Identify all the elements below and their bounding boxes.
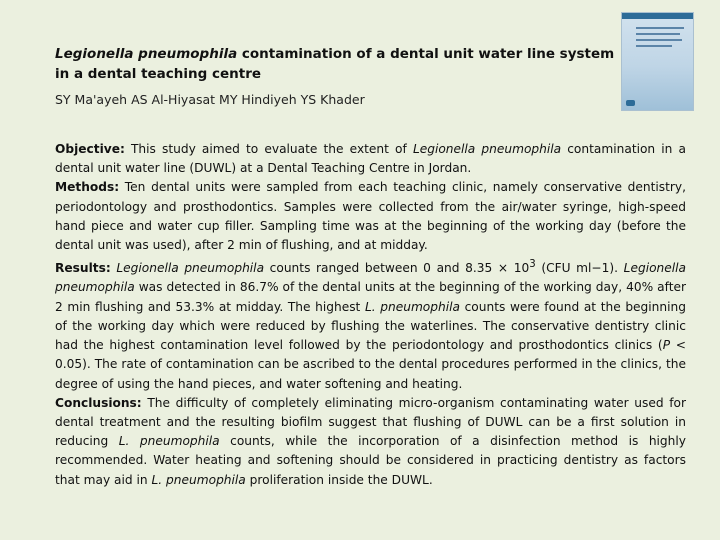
species-name: L. pneumophila bbox=[364, 299, 460, 314]
species-name: L. pneumophila bbox=[151, 472, 246, 487]
results-label: Results: bbox=[55, 261, 111, 276]
conclusions-text: The difficulty of completely eliminating micro-organism contaminating water used for dental treatment and the resulting biofilm suggest that flushing of DUWL can be a first solution in reducing bbox=[55, 395, 686, 449]
cover-title-line bbox=[636, 33, 680, 35]
journal-cover-image bbox=[621, 12, 694, 111]
p-value-symbol: P bbox=[662, 338, 671, 353]
conclusions-text: proliferation inside the DUWL. bbox=[245, 472, 433, 487]
results-paragraph bbox=[55, 255, 686, 393]
methods-paragraph bbox=[55, 178, 686, 255]
methods-text: Ten dental units were sampled from each teaching clinic, namely conservative dentistry, periodontology and prosthodontics. Samples were collected from the air/water syringe, high-speed hand piece and water cup filler. Sampling time was at the beginning of the working day (before the dental unit was used), after 2 min of flushing, and at midday. bbox=[55, 180, 686, 253]
methods-label: Methods: bbox=[55, 180, 120, 195]
publisher-logo-icon bbox=[626, 100, 635, 106]
results-text: was detected in 86.7% of the dental units at the beginning of the working day, 40% after 2 min flushing and 53.3% at midday. The highest bbox=[55, 280, 686, 314]
title-text: contamination of a dental unit water line system bbox=[237, 46, 615, 62]
author-list: SY Ma'ayeh AS Al-Hiyasat MY Hindiyeh YS Khader bbox=[55, 92, 365, 107]
objective-text: This study aimed to evaluate the extent of bbox=[124, 142, 413, 156]
title-species: Legionella pneumophila bbox=[55, 46, 238, 62]
paper-header bbox=[55, 44, 615, 107]
species-name: L. pneumophila bbox=[118, 434, 220, 449]
objective-text: contamination in a dental unit water line (DUWL) at a Dental Teaching Centre in Jordan. bbox=[55, 142, 686, 176]
cover-title-line bbox=[636, 45, 672, 47]
cover-title-line bbox=[636, 39, 682, 41]
abstract-body bbox=[55, 140, 686, 490]
cover-band bbox=[622, 13, 693, 19]
exponent: 3 bbox=[529, 259, 536, 271]
conclusions-text: counts, while the incorporation of a disinfection method is highly recommended. Water heating and softening should be considered in practicing dentistry as factors that may aid in bbox=[55, 434, 686, 487]
conclusions-paragraph bbox=[55, 394, 686, 490]
title-line-2: in a dental teaching centre bbox=[55, 66, 262, 82]
conclusions-label: Conclusions: bbox=[55, 395, 142, 410]
results-text: < 0.05). The rate of contamination can be ascribed to the dental procedures performed in the clinics, the degree of using the hand pieces, and water softening and heating. bbox=[55, 338, 686, 391]
results-text: counts ranged between 0 and 8.35 × 10 bbox=[264, 261, 530, 276]
results-text: (CFU ml−1). bbox=[535, 261, 624, 276]
paper-title bbox=[55, 44, 615, 84]
objective-paragraph bbox=[55, 140, 686, 178]
results-text: counts were found at the beginning of the working day which were reduced by flushing the waterlines. The conservative dentistry clinic had the highest contamination level followed by the periodontology and prosthodontics clinics ( bbox=[55, 299, 686, 353]
objective-label: Objective: bbox=[55, 142, 125, 156]
species-name: Legionella pneumophila bbox=[55, 261, 687, 295]
cover-title-line bbox=[636, 27, 684, 29]
species-name: Legionella pneumophila bbox=[412, 142, 562, 156]
species-name: Legionella pneumophila bbox=[116, 261, 265, 276]
